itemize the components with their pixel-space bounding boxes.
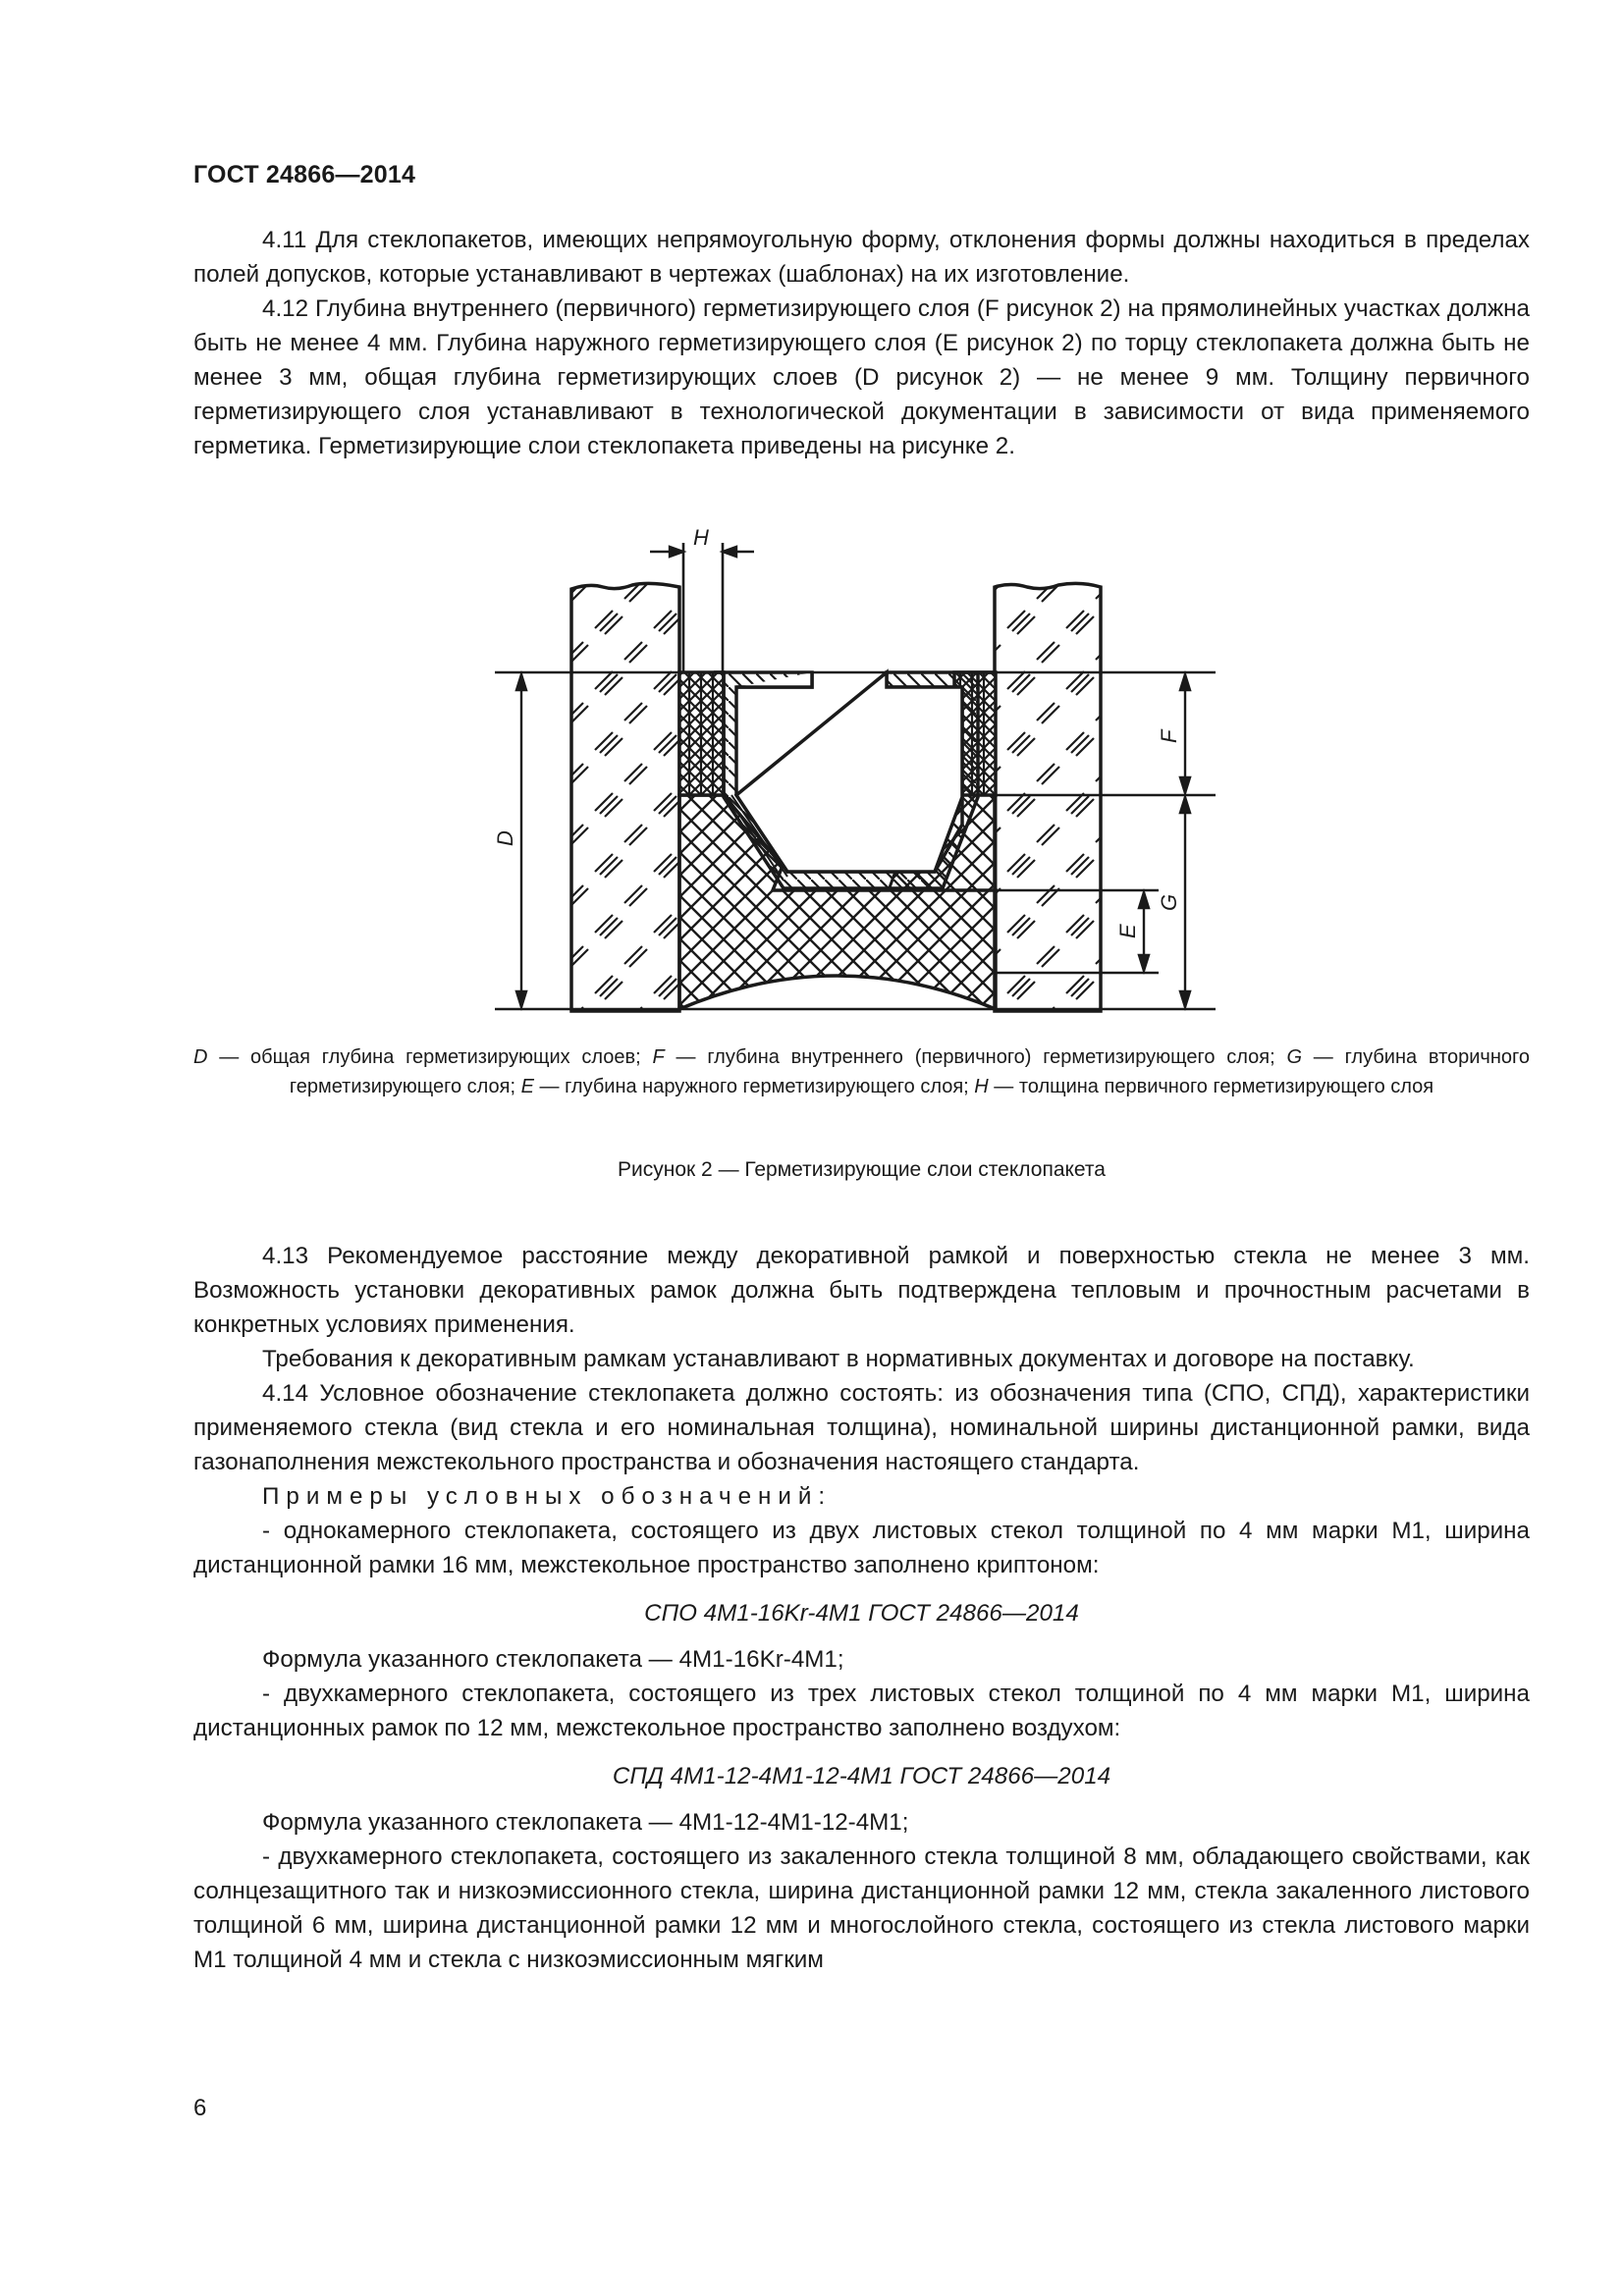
figure-caption: Рисунок 2 — Герметизирующие слои стеклопакета [618,1158,1106,1181]
section-4-13-4-14 [193,1239,1530,1977]
example-3-description: - двухкамерного стеклопакета, состоящего из закаленного стекла толщиной 8 мм, обладающего свойствами, как солнцезащитного так и низкоэмиссионного стекла, ширина дистанционной рамки 12 мм, стекла закаленного листового толщиной 6 мм, ширина дистанционной рамки 12 мм и многослойного стекла, состоящего из стекла листового марки М1 толщиной 4 мм и стекла с низкоэмиссионным мягким [193,1843,1530,1973]
legend-text-G: — глубина вторичного герметизирующего слоя; [289,1046,1531,1097]
paragraph-4-11: 4.11 Для стеклопакетов, имеющих непрямоугольную форму, отклонения формы должны находиться в пределах полей допусков, которые устанавливают в чертежах (шаблонах) на их изготовление. [193,227,1530,288]
label-E: E [1115,924,1140,938]
label-F: F [1157,729,1181,743]
paragraph-4-12: 4.12 Глубина внутреннего (первичного) герметизирующего слоя (F рисунок 2) на прямолинейных участках должна быть не менее 4 мм. Глубина наружного герметизирующего слоя (E рисунок 2) по торцу стеклопакета должна быть не менее 3 мм, общая глубина герметизирующих слоев (D рисунок 2) — не менее 9 мм. Толщину первичного герметизирующего слоя устанавливают в технологической документации в зависимости от вида применяемого герметика. Герметизирующие слои стеклопакета приведены на рисунке 2. [193,295,1530,459]
legend-symbol-G: G [1286,1046,1302,1068]
label-D: D [493,830,517,846]
example-1-code: СПО 4М1-16Kr-4М1 ГОСТ 24866—2014 [644,1600,1079,1627]
legend-symbol-E: E [520,1076,534,1097]
document-header: ГОСТ 24866—2014 [193,161,416,188]
examples-heading: Примеры условных обозначений: [262,1483,833,1510]
paragraph-4-13: 4.13 Рекомендуемое расстояние между декоративной рамкой и поверхностью стекла не менее 3 мм. Возможность установки декоративных рамок должна быть подтверждена тепловым и прочностным расчетами в конкретных условиях применения. [193,1243,1530,1338]
example-1-description: - однокамерного стеклопакета, состоящего из двух листовых стекол толщиной по 4 мм марки М1, ширина дистанционной рамки 16 мм, межстекольное пространство заполнено криптоном: [193,1518,1530,1578]
example-1-formula: Формула указанного стеклопакета — 4М1-16Kr-4М1; [262,1646,844,1673]
legend-text-D: — общая глубина герметизирующих слоев; [207,1046,653,1068]
page-number: 6 [193,2095,207,2121]
legend-text-E: — глубина наружного герметизирующего слоя; [533,1076,975,1097]
paragraph-4-13-requirements: Требования к декоративным рамкам устанавливают в нормативных документах и договоре на поставку. [262,1346,1415,1372]
section-4-11-4-12 [193,223,1530,463]
figure-sealing-layers [471,520,1217,1031]
paragraph-4-14: 4.14 Условное обозначение стеклопакета должно состоять: из обозначения типа (СПО, СПД), характеристики применяемого стекла (вид стекла и его номинальная толщина), номинальной ширины дистанционной рамки, вида газонаполнения межстекольного пространства и обозначения настоящего стандарта. [193,1380,1530,1475]
example-2-formula: Формула указанного стеклопакета — 4М1-12-4М1-12-4М1; [262,1809,909,1836]
left-glass-pane [571,583,679,1011]
example-2-description: - двухкамерного стеклопакета, состоящего из трех листовых стекол толщиной по 4 мм марки М1, ширина дистанционных рамок по 12 мм, межстекольное пространство заполнено воздухом: [193,1681,1530,1741]
primary-sealant-left [679,672,724,795]
legend-symbol-H: H [974,1076,989,1097]
legend-text-F: — глубина внутреннего (первичного) герметизирующего слоя; [664,1046,1287,1068]
label-H: H [693,525,709,550]
legend-text-H: — толщина первичного герметизирующего слоя [988,1076,1434,1097]
legend-symbol-D: D [193,1046,208,1068]
label-G: G [1157,893,1181,911]
example-2-code: СПД 4М1-12-4М1-12-4М1 ГОСТ 24866—2014 [612,1763,1111,1789]
figure-legend [193,1042,1530,1101]
legend-symbol-F: F [652,1046,665,1068]
right-glass-pane [995,583,1101,1011]
